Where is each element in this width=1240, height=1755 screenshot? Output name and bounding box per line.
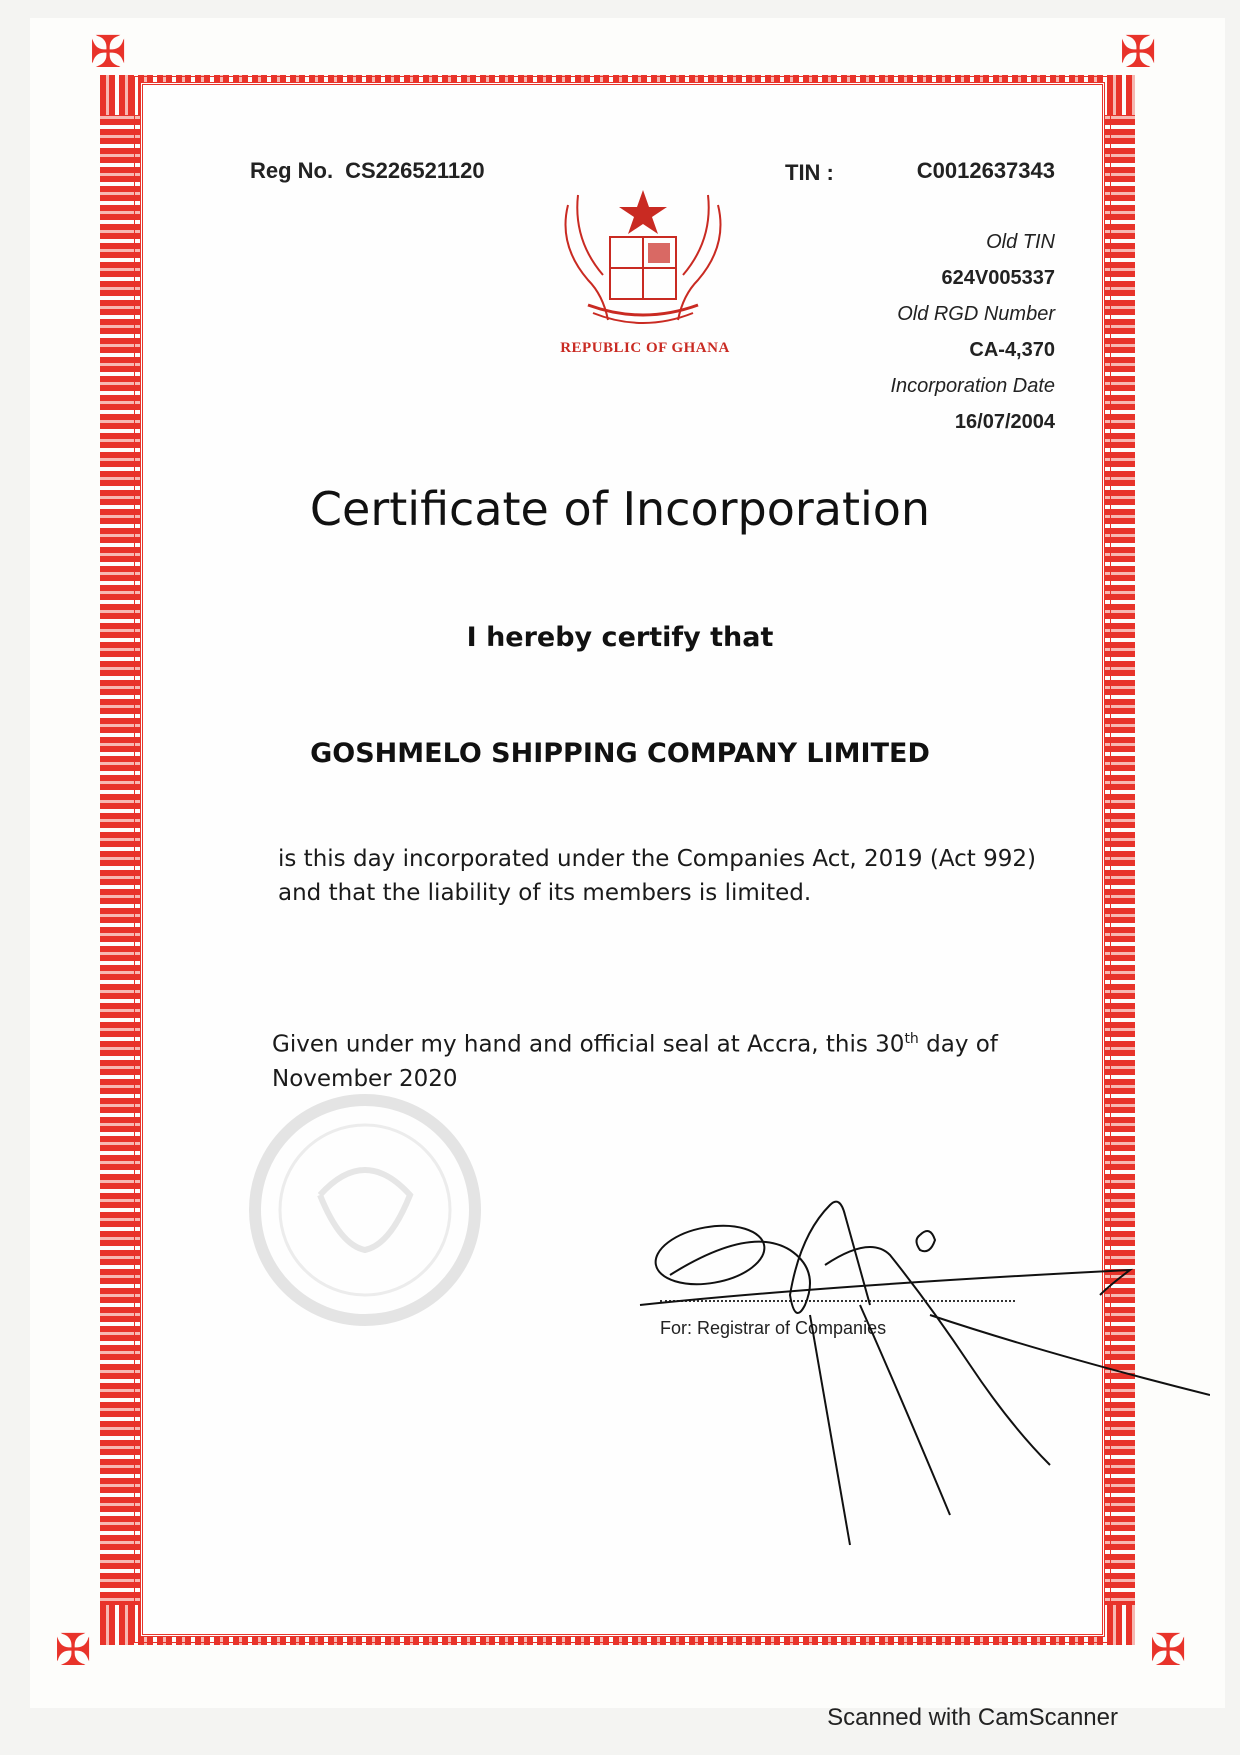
- old-tin-label: Old TIN: [986, 231, 1055, 253]
- reg-number: [250, 158, 485, 184]
- crest-caption: REPUBLIC OF GHANA: [560, 340, 730, 356]
- given-prefix: Given under my hand and official seal at Accra, this 30: [272, 1031, 905, 1058]
- reg-label: Reg No.: [250, 158, 334, 183]
- corner-ornament-icon: ✠: [1119, 27, 1157, 78]
- given-ordinal: th: [904, 1031, 919, 1047]
- scanner-watermark: Scanned with CamScanner: [827, 1704, 1118, 1731]
- old-tin-value: 624V005337: [941, 267, 1055, 289]
- registrar-signature: [630, 1195, 1210, 1555]
- incorporation-paragraph: is this day incorporated under the Companies Act, 2019 (Act 992) and that the liability of its members is limited.: [278, 846, 1037, 906]
- registration-details: [890, 224, 1055, 440]
- reg-value: CS226521120: [345, 158, 485, 183]
- old-rgd-value: CA-4,370: [969, 339, 1055, 361]
- company-name: GOSHMELO SHIPPING COMPANY LIMITED: [310, 738, 930, 769]
- embossed-seal-icon: [240, 1085, 490, 1335]
- tin-value: C0012637343: [916, 158, 1055, 183]
- certify-statement: I hereby certify that: [466, 622, 774, 653]
- corner-ornament-icon: ✠: [1149, 1625, 1187, 1676]
- certificate-title: Certificate of Incorporation: [309, 482, 931, 536]
- given-suffix: day of November 2020: [272, 1031, 998, 1092]
- corner-ornament-icon: ✠: [54, 1625, 92, 1676]
- incorporation-date-label: Incorporation Date: [890, 375, 1055, 397]
- tin-label: TIN :: [785, 160, 834, 185]
- signatory-label: For: Registrar of Companies: [660, 1318, 887, 1338]
- ghana-coat-of-arms-icon: [548, 185, 738, 335]
- incorporation-date-value: 16/07/2004: [954, 411, 1055, 433]
- corner-ornament-icon: ✠: [89, 27, 127, 78]
- old-rgd-label: Old RGD Number: [897, 303, 1055, 325]
